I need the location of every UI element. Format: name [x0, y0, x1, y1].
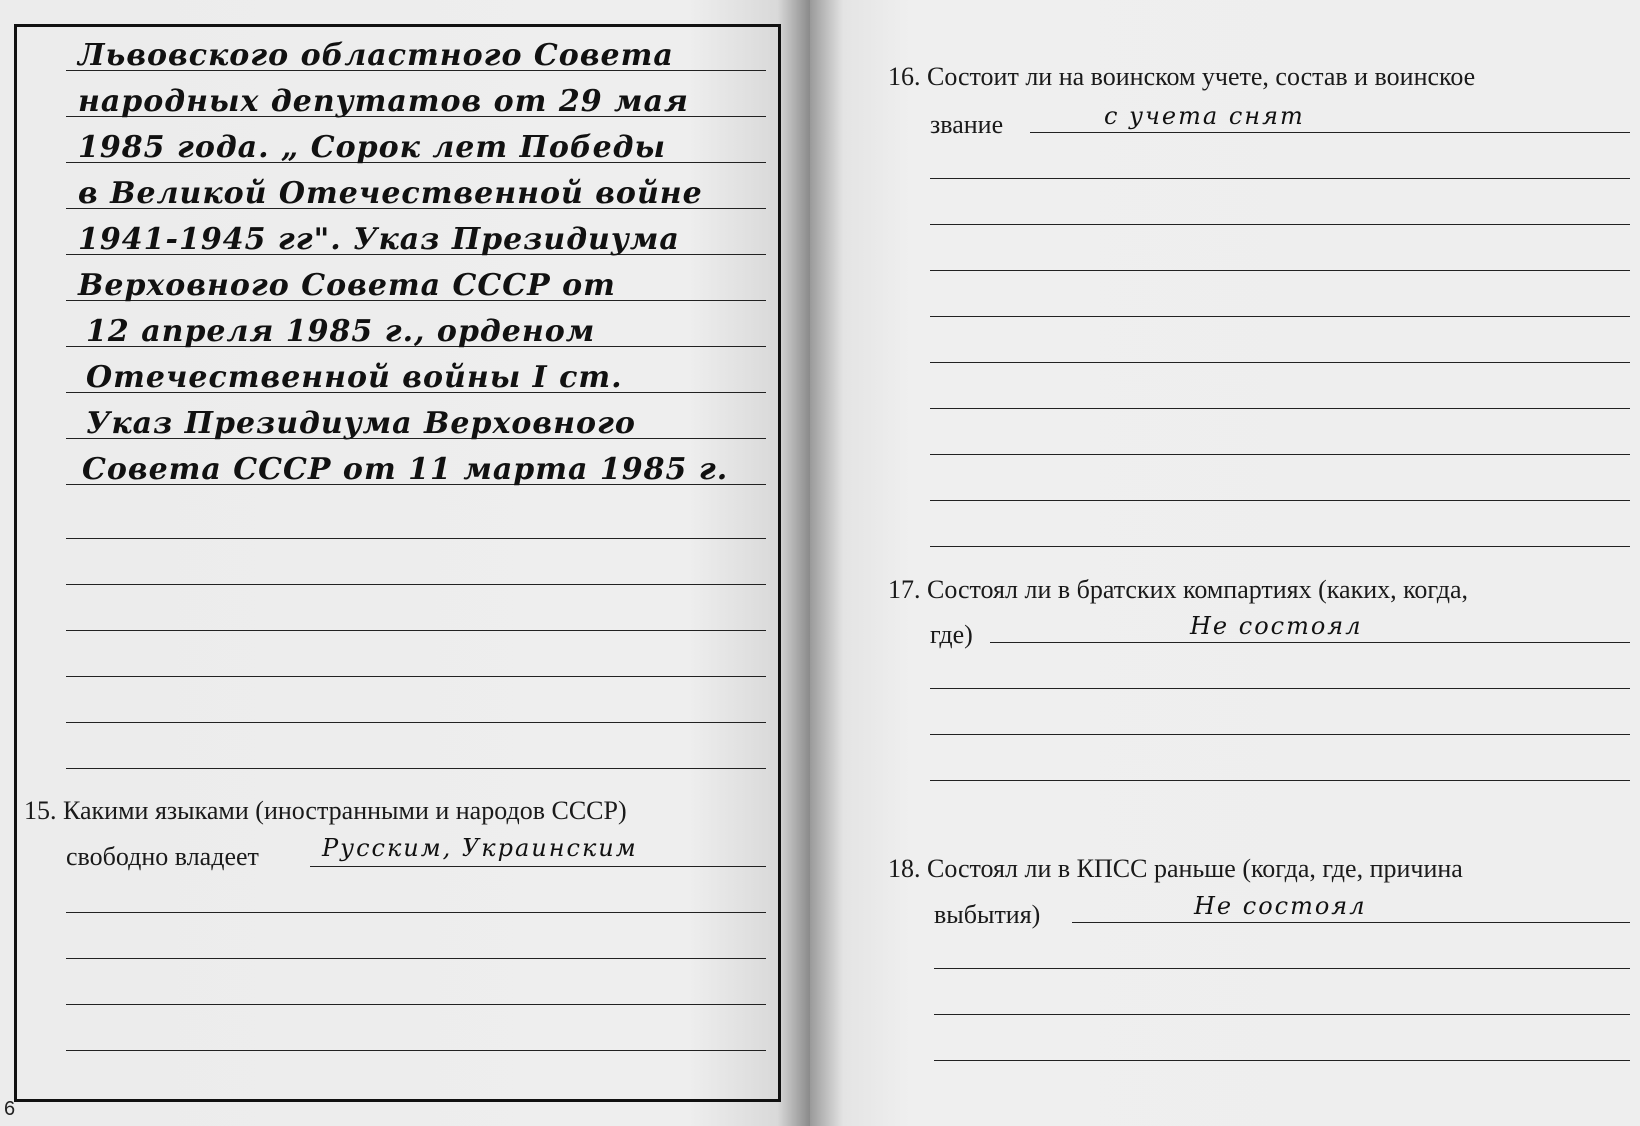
ruled-line: [1072, 922, 1630, 923]
q17-text: Состоял ли в братских компартиях (каких, когда,: [927, 575, 1469, 604]
q18-text: Состоял ли в КПСС раньше (когда, где, причина: [927, 854, 1463, 883]
q18-line1: [888, 854, 1463, 884]
q15-answer: Русским, Украинским: [322, 834, 638, 862]
q15-number: 15.: [24, 796, 57, 825]
handwritten-line: Верховного Совета СССР от: [78, 268, 616, 303]
q16-number: 16.: [888, 62, 921, 91]
left-page: [0, 0, 810, 1126]
ruled-line: [66, 912, 766, 913]
ruled-line: [66, 676, 766, 677]
q18-answer: Не состоял: [1194, 892, 1367, 920]
q17-label: где): [930, 620, 973, 649]
ruled-line: [990, 642, 1630, 643]
q16-label: звание: [930, 110, 1004, 139]
ruled-line: [66, 630, 766, 631]
ruled-line: [930, 362, 1630, 363]
ruled-line: [934, 968, 1630, 969]
q15-label: свободно владеет: [66, 842, 259, 871]
q18-label: выбытия): [934, 900, 1041, 929]
handwritten-line: в Великой Отечественной войне: [78, 176, 703, 211]
ruled-line: [934, 1060, 1630, 1061]
ruled-line: [930, 546, 1630, 547]
ruled-line: [66, 958, 766, 959]
ruled-line: [66, 722, 766, 723]
ruled-line: [930, 688, 1630, 689]
q17-answer: Не состоял: [1190, 612, 1363, 640]
q15-line1: [24, 796, 627, 826]
q17-line1: [888, 575, 1468, 605]
ruled-line: [930, 408, 1630, 409]
ruled-line: [66, 584, 766, 585]
handwritten-line: 12 апреля 1985 г., орденом: [86, 314, 596, 349]
handwritten-line: Совета СССР от 11 марта 1985 г.: [82, 452, 729, 487]
ruled-line: [310, 866, 766, 867]
q17-number: 17.: [888, 575, 921, 604]
handwritten-line: 1985 года. „ Сорок лет Победы: [78, 130, 667, 165]
ruled-line: [930, 734, 1630, 735]
ruled-line: [930, 316, 1630, 317]
ruled-line: [930, 178, 1630, 179]
handwritten-line: народных депутатов от 29 мая: [78, 84, 689, 119]
ruled-line: [934, 1014, 1630, 1015]
ruled-line: [66, 1004, 766, 1005]
right-page: [810, 0, 1640, 1126]
handwritten-line: Львовского областного Совета: [78, 38, 674, 73]
q16-line1: [888, 62, 1475, 92]
handwritten-line: Указ Президиума Верховного: [86, 406, 636, 441]
q18-number: 18.: [888, 854, 921, 883]
ruled-line: [66, 1050, 766, 1051]
ruled-line: [66, 768, 766, 769]
ruled-line: [1030, 132, 1630, 133]
ruled-line: [66, 538, 766, 539]
ruled-line: [930, 270, 1630, 271]
ruled-line: [930, 500, 1630, 501]
q16-answer: с учета снят: [1104, 102, 1305, 130]
q16-text: Состоит ли на воинском учете, состав и воинское: [927, 62, 1476, 91]
ruled-line: [930, 780, 1630, 781]
ruled-line: [930, 224, 1630, 225]
handwritten-line: 1941-1945 гг". Указ Президиума: [78, 222, 680, 257]
handwritten-line: Отечественной войны I ст.: [86, 360, 623, 395]
ruled-line: [930, 454, 1630, 455]
q15-text: Какими языками (иностранными и народов СССР): [63, 796, 627, 825]
page-number: 6: [4, 1098, 16, 1120]
